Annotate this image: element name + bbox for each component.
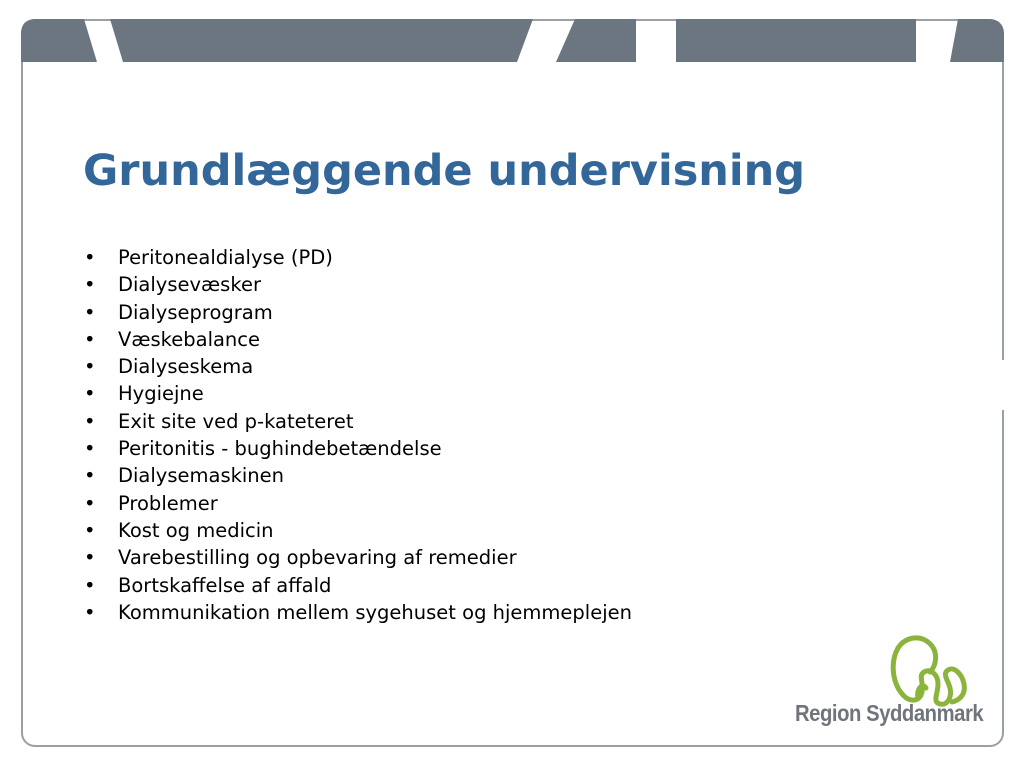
top-bar-segment-5 [950, 19, 1004, 62]
bullet-dot: • [84, 409, 96, 433]
slide-title: Grundlæggende undervisning [83, 146, 806, 196]
list-item [84, 353, 632, 380]
list-item [84, 244, 632, 271]
bullet-text: Exit site ved p-kateteret [118, 409, 354, 433]
bullet-text: Problemer [118, 491, 218, 515]
list-item [84, 299, 632, 326]
top-bar-segment-2 [110, 19, 533, 62]
top-bar-segment-4 [676, 19, 916, 62]
list-item [84, 408, 632, 435]
bullet-dot: • [84, 464, 96, 488]
bullet-text: Dialysemaskinen [118, 464, 285, 488]
bullet-dot: • [84, 246, 96, 269]
bullet-text: Dialyseprogram [118, 300, 273, 324]
bullet-dot: • [84, 437, 96, 461]
bullet-text: Peritonitis - bughindebetændelse [118, 437, 442, 461]
bullet-text: Varebestilling og opbevaring af remedier [118, 546, 517, 570]
top-bar-segment-1 [21, 19, 97, 62]
bullet-dot: • [84, 573, 96, 597]
bullet-dot: • [84, 600, 96, 624]
top-decorative-bar [0, 0, 1024, 62]
list-item [84, 462, 632, 489]
list-item [84, 435, 632, 462]
bullet-dot: • [84, 273, 96, 297]
frame-edge-gap [995, 360, 1009, 410]
logo-text: Region Syddanmark [795, 700, 984, 726]
bullet-text: Kommunikation mellem sygehuset og hjemmeplejen [118, 600, 632, 624]
top-bar-segment-3 [556, 19, 636, 62]
list-item [84, 271, 632, 298]
bullet-dot: • [84, 518, 96, 542]
bullet-text: Peritonealdialyse (PD) [118, 246, 333, 269]
bullet-text: Dialyseskema [118, 355, 254, 379]
bullet-text: Bortskaffelse af affald [118, 573, 332, 597]
bullet-text: Hygiejne [118, 382, 204, 406]
list-item [84, 490, 632, 517]
bullet-dot: • [84, 382, 96, 406]
bullet-text: Væskebalance [118, 327, 261, 351]
bullet-dot: • [84, 300, 96, 324]
list-item [84, 599, 632, 626]
list-item [84, 572, 632, 599]
list-item [84, 517, 632, 544]
list-item [84, 326, 632, 353]
list-item [84, 380, 632, 407]
bullet-dot: • [84, 546, 96, 570]
bullet-dot: • [84, 491, 96, 515]
bullet-text: Dialysevæsker [118, 273, 261, 297]
bullet-text: Kost og medicin [118, 518, 274, 542]
bullet-list [84, 244, 632, 626]
bullet-dot: • [84, 355, 96, 379]
bullet-dot: • [84, 327, 96, 351]
list-item [84, 544, 632, 571]
